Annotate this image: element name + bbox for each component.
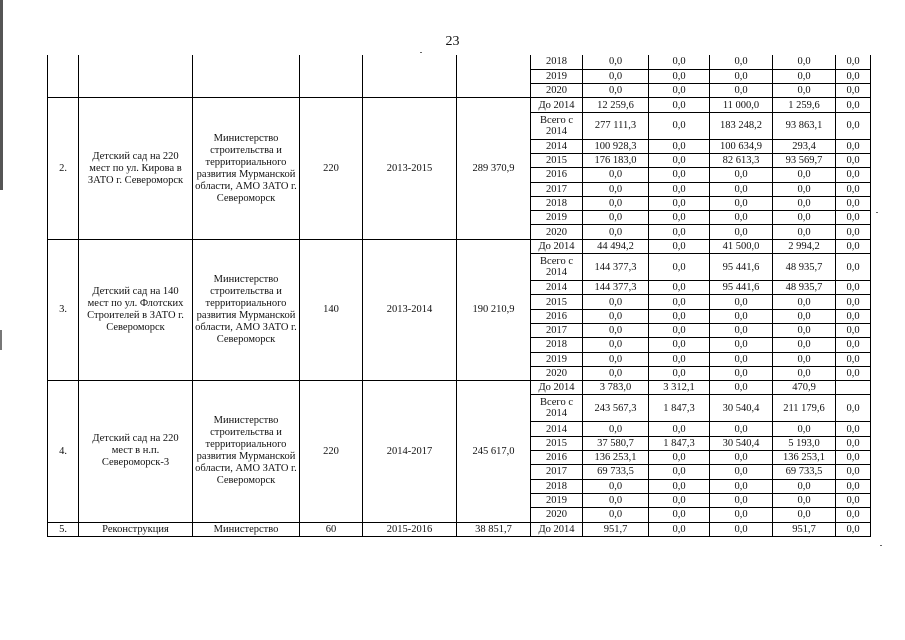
value-cell: 0,0 [836, 522, 871, 536]
value-cell: 144 377,3 [583, 281, 649, 295]
year-cell: 2020 [531, 84, 583, 98]
value-cell: 0,0 [710, 352, 773, 366]
value-cell: 183 248,2 [710, 112, 773, 139]
value-cell: 0,0 [649, 366, 710, 380]
value-cell: 30 540,4 [710, 395, 773, 422]
value-cell: 0,0 [583, 196, 649, 210]
value-cell: 95 441,6 [710, 281, 773, 295]
value-cell: 0,0 [583, 295, 649, 309]
value-cell: 0,0 [836, 323, 871, 337]
value-cell: 0,0 [710, 451, 773, 465]
value-cell: 0,0 [836, 153, 871, 167]
value-cell: 0,0 [710, 323, 773, 337]
value-cell: 0,0 [649, 309, 710, 323]
value-cell: 0,0 [583, 493, 649, 507]
value-cell: 100 928,3 [583, 139, 649, 153]
year-cell: 2018 [531, 55, 583, 69]
capacity-cell: 220 [300, 98, 363, 239]
value-cell: 0,0 [583, 168, 649, 182]
year-cell: 2015 [531, 295, 583, 309]
value-cell: 0,0 [649, 112, 710, 139]
value-cell: 2 994,2 [773, 239, 836, 253]
value-cell: 0,0 [773, 338, 836, 352]
value-cell: 0,0 [773, 422, 836, 436]
scan-speck [880, 545, 882, 546]
value-cell: 0,0 [649, 254, 710, 281]
value-cell: 136 253,1 [583, 451, 649, 465]
value-cell: 0,0 [583, 323, 649, 337]
year-cell: 2016 [531, 451, 583, 465]
value-cell: 93 863,1 [773, 112, 836, 139]
value-cell: 0,0 [836, 281, 871, 295]
year-cell: 2014 [531, 422, 583, 436]
scan-edge-mark [0, 0, 3, 190]
year-cell: 2014 [531, 281, 583, 295]
value-cell: 0,0 [710, 55, 773, 69]
value-cell: 0,0 [583, 479, 649, 493]
value-cell: 0,0 [710, 84, 773, 98]
value-cell: 0,0 [773, 323, 836, 337]
value-cell: 0,0 [836, 451, 871, 465]
value-cell: 0,0 [710, 211, 773, 225]
value-cell: 293,4 [773, 139, 836, 153]
value-cell: 0,0 [836, 254, 871, 281]
value-cell: 951,7 [583, 522, 649, 536]
year-cell: До 2014 [531, 381, 583, 395]
value-cell: 0,0 [836, 422, 871, 436]
year-cell: Всего с 2014 [531, 112, 583, 139]
value-cell: 0,0 [836, 352, 871, 366]
scan-edge-mark [0, 330, 2, 350]
value-cell: 0,0 [836, 309, 871, 323]
year-cell: 2017 [531, 465, 583, 479]
value-cell: 5 193,0 [773, 436, 836, 450]
value-cell: 0,0 [836, 182, 871, 196]
value-cell: 0,0 [649, 323, 710, 337]
value-cell: 0,0 [836, 395, 871, 422]
value-cell: 93 569,7 [773, 153, 836, 167]
year-cell: Всего с 2014 [531, 395, 583, 422]
value-cell [836, 381, 871, 395]
value-cell: 211 179,6 [773, 395, 836, 422]
year-cell: 2016 [531, 168, 583, 182]
capacity-cell: 140 [300, 239, 363, 380]
object-name-cell [79, 55, 193, 98]
object-name-cell: Детский сад на 220 мест по ул. Кирова в ЗАТО г. Североморск [79, 98, 193, 239]
year-cell: 2017 [531, 182, 583, 196]
value-cell: 0,0 [836, 69, 871, 83]
value-cell: 0,0 [649, 451, 710, 465]
year-cell: 2019 [531, 493, 583, 507]
value-cell: 0,0 [583, 55, 649, 69]
value-cell: 0,0 [773, 196, 836, 210]
value-cell: 0,0 [649, 98, 710, 112]
value-cell: 0,0 [836, 295, 871, 309]
value-cell: 0,0 [773, 168, 836, 182]
value-cell: 0,0 [836, 338, 871, 352]
value-cell: 0,0 [583, 225, 649, 239]
capacity-cell [300, 55, 363, 98]
year-cell: 2019 [531, 352, 583, 366]
value-cell: 82 613,3 [710, 153, 773, 167]
cost-cell: 190 210,9 [457, 239, 531, 380]
value-cell: 12 259,6 [583, 98, 649, 112]
value-cell: 0,0 [710, 225, 773, 239]
value-cell: 0,0 [710, 309, 773, 323]
year-cell: Всего с 2014 [531, 254, 583, 281]
value-cell: 0,0 [583, 352, 649, 366]
value-cell: 0,0 [649, 422, 710, 436]
value-cell: 0,0 [583, 69, 649, 83]
value-cell: 0,0 [836, 98, 871, 112]
value-cell: 243 567,3 [583, 395, 649, 422]
value-cell: 0,0 [710, 493, 773, 507]
value-cell: 0,0 [773, 69, 836, 83]
value-cell: 0,0 [583, 366, 649, 380]
value-cell: 0,0 [649, 139, 710, 153]
value-cell: 176 183,0 [583, 153, 649, 167]
object-name-cell: Детский сад на 220 мест в н.п. Североморск-3 [79, 381, 193, 522]
period-cell: 2015-2016 [363, 522, 457, 536]
year-cell: 2020 [531, 366, 583, 380]
value-cell: 69 733,5 [773, 465, 836, 479]
year-cell: 2017 [531, 323, 583, 337]
value-cell: 136 253,1 [773, 451, 836, 465]
year-cell: До 2014 [531, 239, 583, 253]
year-cell: 2015 [531, 153, 583, 167]
value-cell: 0,0 [710, 338, 773, 352]
value-cell: 0,0 [836, 84, 871, 98]
year-cell: 2019 [531, 69, 583, 83]
organization-cell: Министерство строительства и территориального развития Мурманской области, АМО ЗАТО г. Североморск [193, 381, 300, 522]
year-cell: До 2014 [531, 98, 583, 112]
value-cell: 0,0 [836, 139, 871, 153]
value-cell: 0,0 [583, 84, 649, 98]
value-cell: 0,0 [836, 168, 871, 182]
value-cell: 0,0 [773, 182, 836, 196]
value-cell: 0,0 [836, 366, 871, 380]
value-cell: 0,0 [773, 479, 836, 493]
value-cell: 0,0 [773, 366, 836, 380]
value-cell: 0,0 [583, 182, 649, 196]
value-cell: 0,0 [710, 508, 773, 522]
organization-cell [193, 55, 300, 98]
value-cell: 0,0 [649, 338, 710, 352]
value-cell: 0,0 [773, 352, 836, 366]
period-cell: 2013-2015 [363, 98, 457, 239]
value-cell: 0,0 [649, 522, 710, 536]
value-cell: 0,0 [710, 381, 773, 395]
value-cell: 0,0 [773, 55, 836, 69]
value-cell: 0,0 [836, 436, 871, 450]
value-cell: 0,0 [773, 295, 836, 309]
value-cell: 0,0 [710, 479, 773, 493]
period-cell: 2013-2014 [363, 239, 457, 380]
value-cell: 470,9 [773, 381, 836, 395]
year-cell: 2020 [531, 508, 583, 522]
value-cell: 30 540,4 [710, 436, 773, 450]
cost-cell: 245 617,0 [457, 381, 531, 522]
period-cell [363, 55, 457, 98]
cost-cell: 38 851,7 [457, 522, 531, 536]
value-cell: 0,0 [710, 196, 773, 210]
value-cell: 0,0 [649, 239, 710, 253]
year-cell: 2018 [531, 479, 583, 493]
organization-cell: Министерство строительства и территориального развития Мурманской области, АМО ЗАТО г. Североморск [193, 239, 300, 380]
capacity-cell: 220 [300, 381, 363, 522]
value-cell: 0,0 [649, 168, 710, 182]
year-cell: 2016 [531, 309, 583, 323]
value-cell: 0,0 [649, 55, 710, 69]
value-cell: 0,0 [649, 352, 710, 366]
year-cell: До 2014 [531, 522, 583, 536]
value-cell: 0,0 [649, 211, 710, 225]
value-cell: 0,0 [836, 55, 871, 69]
value-cell: 0,0 [773, 309, 836, 323]
cost-cell [457, 55, 531, 98]
value-cell: 1 847,3 [649, 395, 710, 422]
table-row [48, 239, 871, 253]
value-cell: 1 259,6 [773, 98, 836, 112]
value-cell: 44 494,2 [583, 239, 649, 253]
value-cell: 277 111,3 [583, 112, 649, 139]
value-cell: 0,0 [583, 309, 649, 323]
value-cell: 0,0 [649, 465, 710, 479]
value-cell: 69 733,5 [583, 465, 649, 479]
value-cell: 0,0 [773, 84, 836, 98]
value-cell: 0,0 [710, 168, 773, 182]
period-cell: 2014-2017 [363, 381, 457, 522]
value-cell: 0,0 [710, 69, 773, 83]
value-cell: 0,0 [710, 465, 773, 479]
value-cell: 0,0 [649, 182, 710, 196]
value-cell: 1 847,3 [649, 436, 710, 450]
value-cell: 0,0 [649, 84, 710, 98]
value-cell: 3 312,1 [649, 381, 710, 395]
value-cell: 0,0 [710, 522, 773, 536]
value-cell: 41 500,0 [710, 239, 773, 253]
value-cell: 11 000,0 [710, 98, 773, 112]
cost-cell: 289 370,9 [457, 98, 531, 239]
value-cell: 0,0 [649, 196, 710, 210]
value-cell: 0,0 [710, 182, 773, 196]
year-cell: 2019 [531, 211, 583, 225]
value-cell: 0,0 [649, 281, 710, 295]
value-cell: 0,0 [836, 493, 871, 507]
value-cell: 0,0 [836, 239, 871, 253]
value-cell: 0,0 [773, 508, 836, 522]
row-number-cell: 3. [48, 239, 79, 380]
table-body [48, 55, 871, 536]
value-cell: 0,0 [583, 211, 649, 225]
page-number: 23 [445, 34, 460, 49]
capacity-cell: 60 [300, 522, 363, 536]
year-cell: 2020 [531, 225, 583, 239]
value-cell: 0,0 [836, 211, 871, 225]
value-cell: 0,0 [836, 112, 871, 139]
value-cell: 0,0 [773, 493, 836, 507]
value-cell: 0,0 [649, 508, 710, 522]
value-cell: 0,0 [583, 508, 649, 522]
value-cell: 0,0 [710, 366, 773, 380]
year-cell: 2018 [531, 196, 583, 210]
value-cell: 95 441,6 [710, 254, 773, 281]
value-cell: 0,0 [836, 479, 871, 493]
organization-cell: Министерство строительства и территориального развития Мурманской области, АМО ЗАТО г. Североморск [193, 98, 300, 239]
row-number-cell: 2. [48, 98, 79, 239]
value-cell: 0,0 [710, 422, 773, 436]
scan-speck [420, 52, 422, 53]
value-cell: 0,0 [836, 225, 871, 239]
value-cell: 0,0 [649, 225, 710, 239]
row-number-cell: 5. [48, 522, 79, 536]
value-cell: 3 783,0 [583, 381, 649, 395]
table-row [48, 522, 871, 536]
organization-cell: Министерство [193, 522, 300, 536]
value-cell: 0,0 [583, 422, 649, 436]
scan-speck [876, 212, 878, 213]
value-cell: 144 377,3 [583, 254, 649, 281]
row-number-cell: 4. [48, 381, 79, 522]
object-name-cell: Детский сад на 140 мест по ул. Флотских Строителей в ЗАТО г. Североморск [79, 239, 193, 380]
value-cell: 0,0 [710, 295, 773, 309]
value-cell: 0,0 [649, 295, 710, 309]
value-cell: 48 935,7 [773, 281, 836, 295]
value-cell: 0,0 [836, 465, 871, 479]
table-row [48, 55, 871, 69]
row-number-cell [48, 55, 79, 98]
year-cell: 2018 [531, 338, 583, 352]
value-cell: 100 634,9 [710, 139, 773, 153]
value-cell: 0,0 [836, 196, 871, 210]
value-cell: 0,0 [583, 338, 649, 352]
table-row [48, 381, 871, 395]
value-cell: 0,0 [649, 153, 710, 167]
value-cell: 0,0 [649, 69, 710, 83]
investment-table [47, 55, 871, 537]
year-cell: 2014 [531, 139, 583, 153]
table-row [48, 98, 871, 112]
value-cell: 0,0 [773, 225, 836, 239]
value-cell: 0,0 [773, 211, 836, 225]
value-cell: 0,0 [649, 479, 710, 493]
value-cell: 0,0 [836, 508, 871, 522]
year-cell: 2015 [531, 436, 583, 450]
value-cell: 37 580,7 [583, 436, 649, 450]
object-name-cell: Реконструкция [79, 522, 193, 536]
value-cell: 48 935,7 [773, 254, 836, 281]
value-cell: 951,7 [773, 522, 836, 536]
value-cell: 0,0 [649, 493, 710, 507]
